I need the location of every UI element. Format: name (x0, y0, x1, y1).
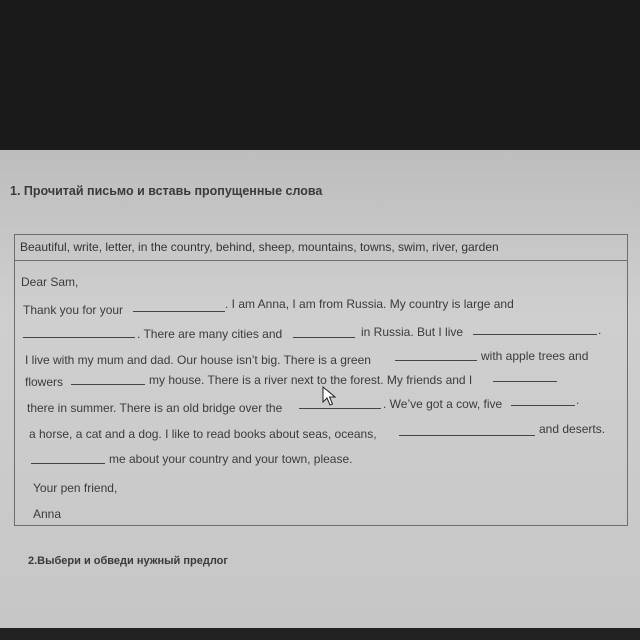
letter-box (14, 234, 628, 526)
word-bank: Beautiful, write, letter, in the country, behind, sheep, mountains, towns, swim, river, garden (15, 235, 627, 261)
letter-text: with apple trees and (481, 349, 589, 363)
letter-text: a horse, a cat and a dog. I like to read books about seas, oceans, (29, 427, 377, 441)
blank-field[interactable] (293, 327, 355, 341)
letter-text: . There are many cities and (137, 327, 283, 341)
blank-field[interactable] (473, 324, 597, 338)
letter-text: . I am Anna, I am from Russia. My country is large and (225, 297, 514, 311)
blank-field[interactable] (133, 301, 225, 315)
letter-closing: Your pen friend, (33, 481, 118, 495)
letter-text: my house. There is a river next to the forest. My friends and I (149, 373, 473, 387)
letter-text: Thank you for your (23, 303, 124, 317)
task1-title: 1. Прочитай письмо и вставь пропущенные слова (10, 184, 323, 198)
blank-field[interactable] (395, 350, 477, 364)
task2-title: 2.Выбери и обведи нужный предлог (28, 555, 228, 567)
letter-signature: Anna (33, 507, 62, 521)
letter-text: flowers (25, 375, 64, 389)
blank-field[interactable] (71, 374, 145, 388)
blank-field[interactable] (399, 425, 535, 439)
blank-field[interactable] (299, 398, 381, 412)
letter-text: . (576, 393, 580, 407)
letter-text: . We’ve got a cow, five (383, 397, 503, 411)
blank-field[interactable] (511, 395, 575, 409)
letter-text: . (598, 323, 602, 337)
worksheet-page (0, 150, 640, 628)
letter-text: and deserts. (539, 422, 606, 436)
blank-field[interactable] (31, 453, 105, 467)
blank-field[interactable] (493, 371, 557, 385)
letter-text: in Russia. But I live (361, 325, 464, 339)
mouse-pointer-icon (322, 386, 336, 406)
blank-field[interactable] (23, 327, 135, 341)
letter-text: me about your country and your town, please. (109, 452, 353, 466)
screen-bezel (0, 628, 640, 640)
letter-text: there in summer. There is an old bridge over the (27, 401, 283, 415)
letter-text: I live with my mum and dad. Our house isn’t big. There is a green (25, 353, 371, 367)
letter-greeting: Dear Sam, (21, 275, 79, 289)
